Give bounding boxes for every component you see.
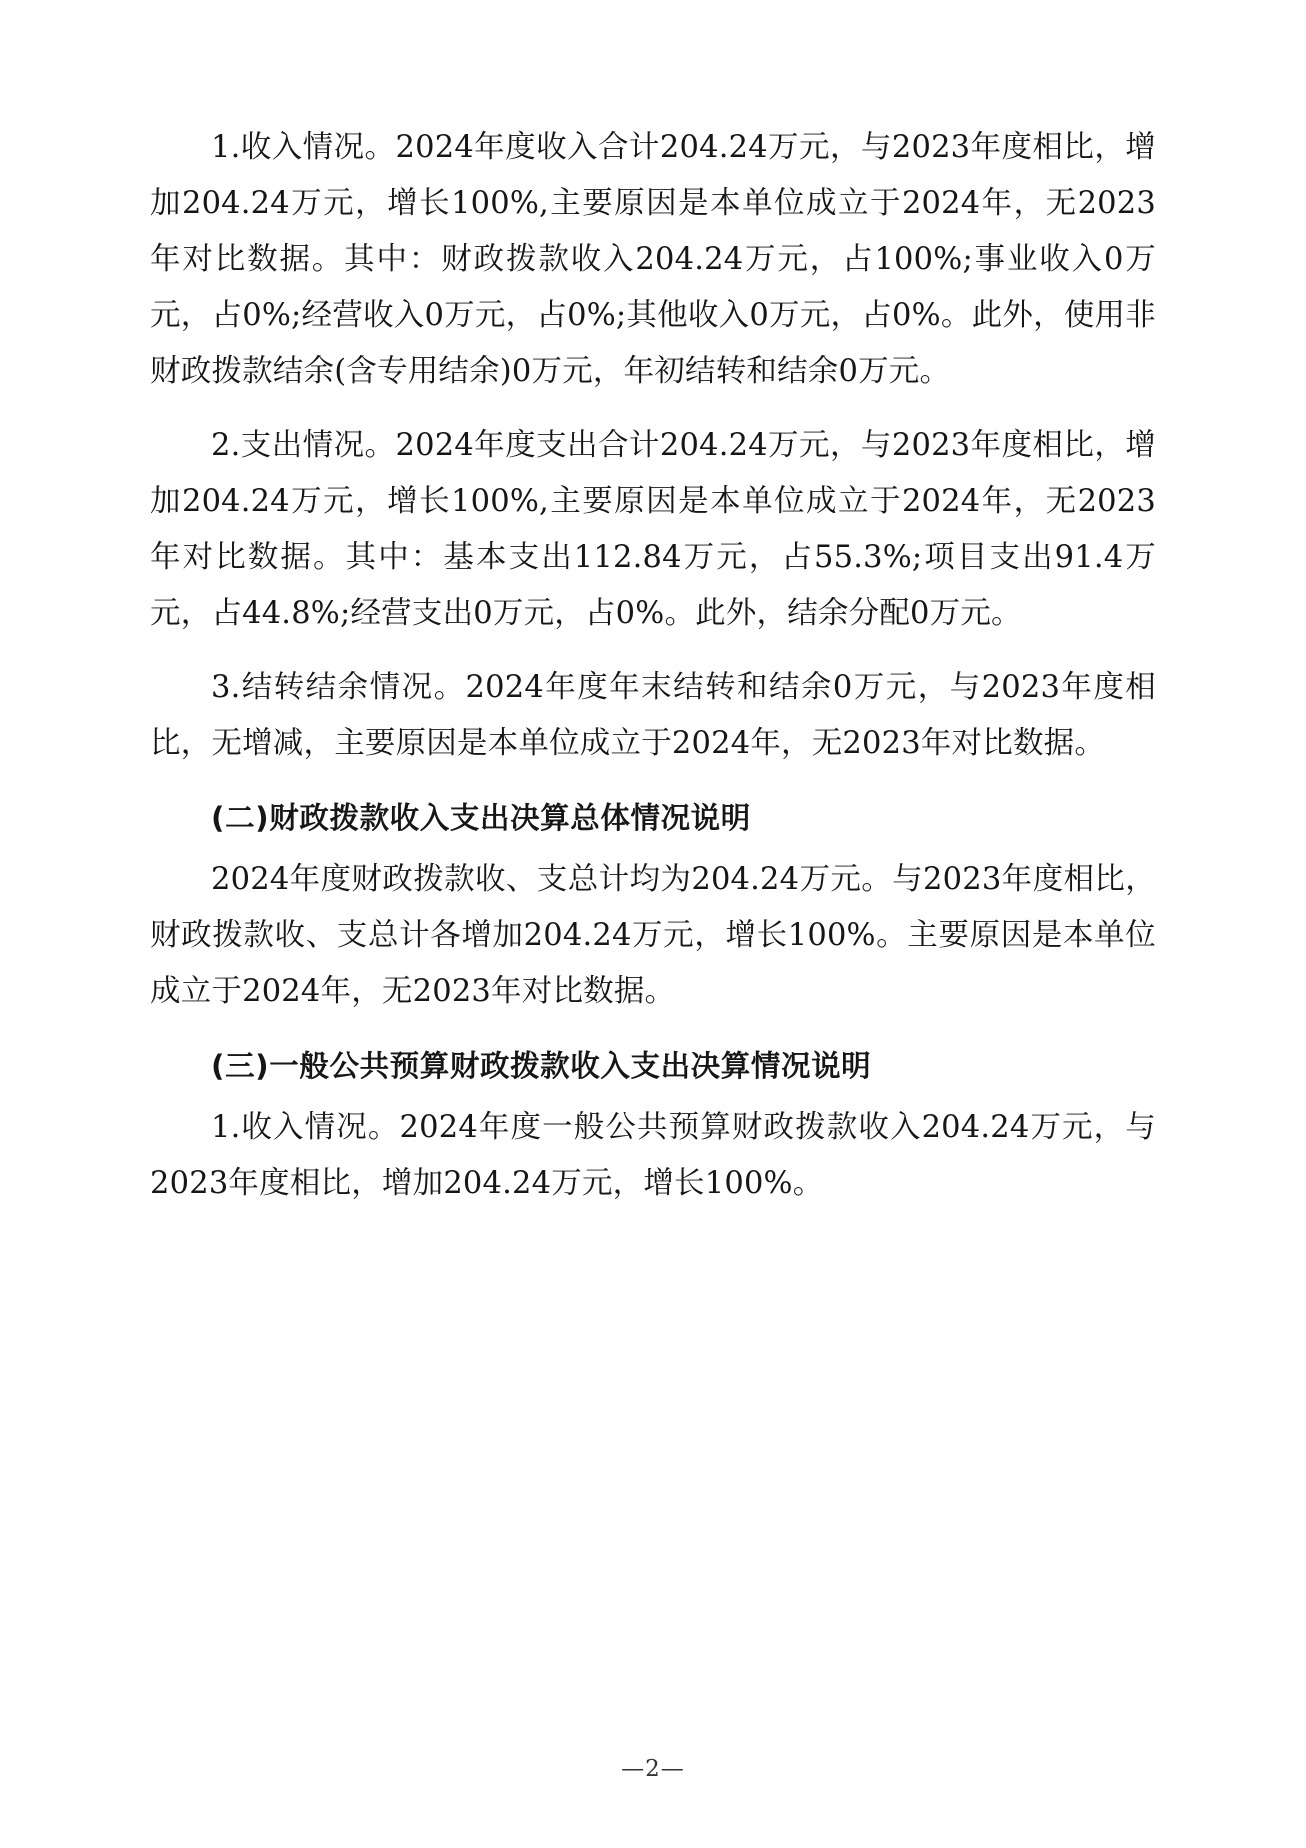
section-heading-three: (三)一般公共预算财政拨款收入支出决算情况说明 xyxy=(211,1049,872,1083)
paragraph-income-situation: 1.收入情况。2024年度收入合计204.24万元，与2023年度相比，增加204.24万元，增长100%,主要原因是本单位成立于2024年，无2023年对比数据。其中：财政拨款收入204.24万元，占100%;事业收入0万元，占0%;经营收入0万元，占0%;其他收入0万元，占0%。此外，使用非财政拨款结余(含专用结余)0万元，年初结转和结余0万元。 xyxy=(150,130,1156,389)
paragraph-section-three-body: 1.收入情况。2024年度一般公共预算财政拨款收入204.24万元，与2023年度相比，增加204.24万元，增长100%。 xyxy=(150,1110,1156,1201)
paragraph-section-two-body: 2024年度财政拨款收、支总计均为204.24万元。与2023年度相比，财政拨款收、支总计各增加204.24万元，增长100%。主要原因是本单位成立于2024年，无2023年对比数据。 xyxy=(150,862,1156,1009)
document-body xyxy=(150,120,1156,1212)
section-heading-two: (二)财政拨款收入支出决算总体情况说明 xyxy=(211,801,751,835)
paragraph-expenditure-situation: 2.支出情况。2024年度支出合计204.24万元，与2023年度相比，增加204.24万元，增长100%,主要原因是本单位成立于2024年，无2023年对比数据。其中：基本支出112.84万元，占55.3%;项目支出91.4万元，占44.8%;经营支出0万元，占0%。此外，结余分配0万元。 xyxy=(150,428,1156,631)
page-number-footer: —2— xyxy=(621,1756,685,1782)
paragraph-carryover-balance-situation: 3.结转结余情况。2024年度年末结转和结余0万元，与2023年度相比，无增减，主要原因是本单位成立于2024年，无2023年对比数据。 xyxy=(150,670,1156,761)
